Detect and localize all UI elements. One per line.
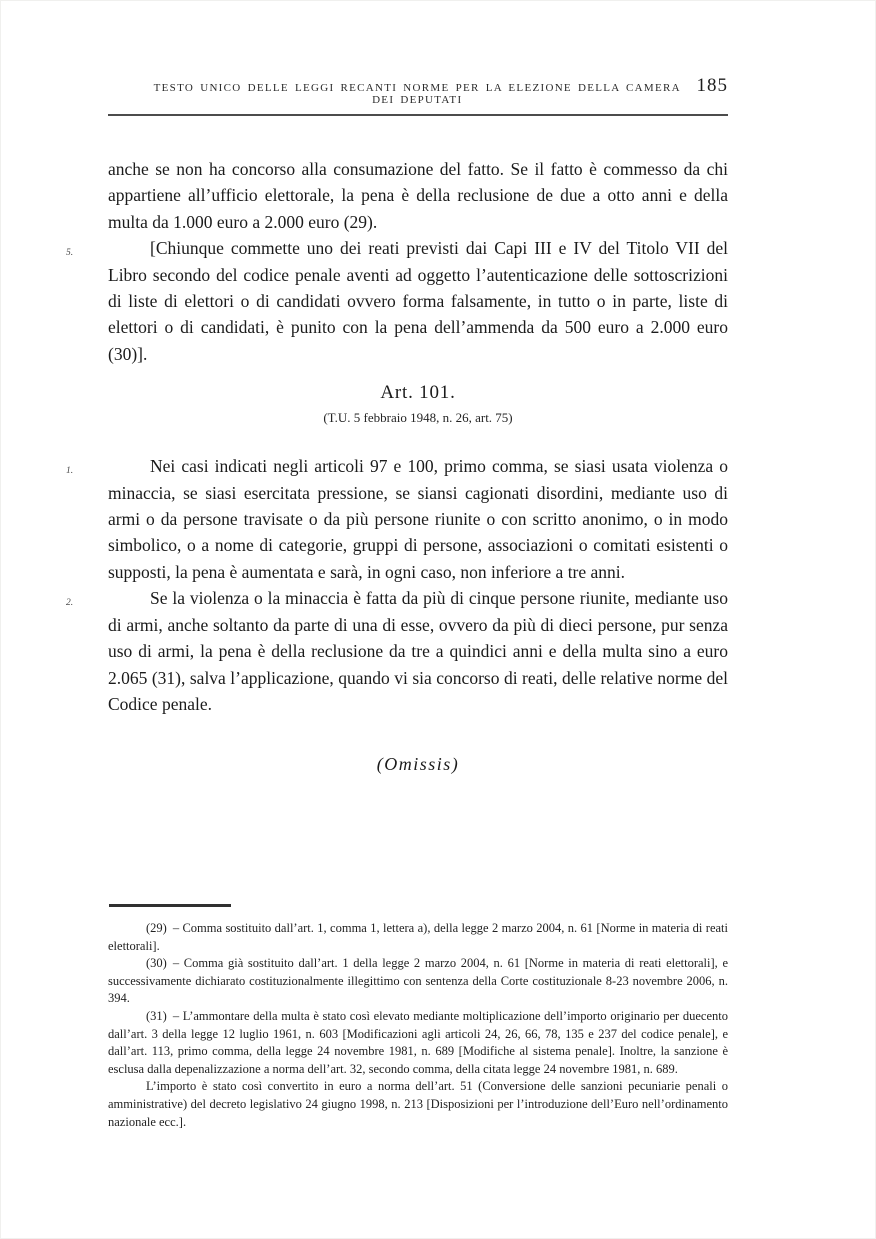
running-head <box>108 1 728 106</box>
footnote <box>108 955 728 1008</box>
paragraph <box>108 156 728 235</box>
header-rule <box>108 114 728 116</box>
footnote-text: – L’ammontare della multa è stato così elevato mediante moltiplicazione dell’importo originario per duecento dall’art. 3 della legge 12 luglio 1961, n. 603 [Modificazioni agli articoli 24, 26, 66, 78, 135 e 237 del codice penale], e dall’art. 113, primo comma, della legge 24 novembre 1981, n. 689 [Modifiche al sistema penale]. Inoltre, la sanzione è esclusa dalla depenalizzazione a norma dell’art. 32, secondo comma, della citata legge 24 novembre 1981, n. 689. <box>108 1008 728 1076</box>
footnote-label: (31) <box>146 1008 167 1023</box>
paragraph <box>66 585 728 717</box>
footnotes-section <box>108 904 728 1131</box>
paragraph <box>66 453 728 585</box>
footnote-label: (30) <box>146 956 167 971</box>
text-column <box>66 1 728 775</box>
article-source: (T.U. 5 febbraio 1948, n. 26, art. 75) <box>323 410 513 426</box>
paragraph-text: Nei casi indicati negli articoli 97 e 100, primo comma, se siasi usata violenza o minaccia, se siasi esercitata pressione, se siansi cagionati disordini, mediante uso di armi o da persone travisate o da più persone riunite o con scritto anonimo, o in modo simbolico, o a nome di categorie, gruppi di persone, associazioni o comitati esistenti o supposti, la pena è aumentata e sarà, in ogni caso, non inferiore a tre anni. <box>108 456 728 582</box>
paragraph-text: Se la violenza o la minaccia è fatta da più di cinque persone riunite, mediante uso di armi, anche soltanto da parte di una di esse, ovvero da più di dieci persone, pur senza uso di armi, la pena è della reclusione da tre a quindici anni e della multa sino a euro 2.065 (31), salva l’applicazione, quando vi sia concorso di reati, delle relative norme del Codice penale. <box>108 588 728 714</box>
footnote-text: L’importo è stato così convertito in euro a norma dell’art. 51 (Conversione delle sanzioni pecuniarie penali o amministrative) del decreto legislativo 24 giugno 1998, n. 213 [Disposizioni per l’introduzione dell’Euro nell’ordinamento nazionale ecc.]. <box>108 1079 728 1129</box>
footnote-text: – Comma sostituito dall’art. 1, comma 1, lettera a), della legge 2 marzo 2004, n. 61 [Norme in materia di reati elettorali]. <box>108 921 728 953</box>
body-text <box>66 156 728 775</box>
footnote-text: – Comma già sostituito dall’art. 1 della legge 2 marzo 2004, n. 61 [Norme in materia di reati elettorali], e successivamente dichiarato costituzionalmente illegittimo con sentenza della Corte costituzionale 8-23 novembre 2006, n. 394. <box>108 956 728 1006</box>
footnote-label: (29) <box>146 921 167 935</box>
margin-note: 1. <box>66 466 74 477</box>
page-number: 185 <box>696 75 728 96</box>
article-heading: Art. 101. <box>380 382 456 404</box>
margin-note: 5. <box>66 248 74 259</box>
paragraph-text: anche se non ha concorso alla consumazione del fatto. Se il fatto è commesso da chi appartiene all’ufficio elettorale, la pena è della reclusione de due a otto anni e della multa da 1.000 euro a 2.000 euro (29). <box>108 159 728 232</box>
paragraph-text: [Chiunque commette uno dei reati previsti dai Capi III e IV del Titolo VII del Libro secondo del codice penale aventi ad oggetto l’autenticazione delle sottoscrizioni di liste di elettori o di candidati ovvero forma falsamente, in tutto o in parte, liste di elettori o di candidati, è punito con la pena dell’ammenda da 500 euro a 2.000 euro (30)]. <box>108 238 728 364</box>
footnote <box>108 920 728 955</box>
margin-note: 2. <box>66 598 74 609</box>
omissis-marker: (Omissis) <box>376 754 460 775</box>
paragraph <box>66 235 728 367</box>
footnote-separator-rule <box>109 904 231 907</box>
footnote <box>108 1008 728 1078</box>
running-head-title: TESTO UNICO DELLE LEGGI RECANTI NORME PER LA ELEZIONE DELLA CAMERA DEI DEPUTATI <box>153 82 681 106</box>
footnote <box>108 1078 728 1131</box>
